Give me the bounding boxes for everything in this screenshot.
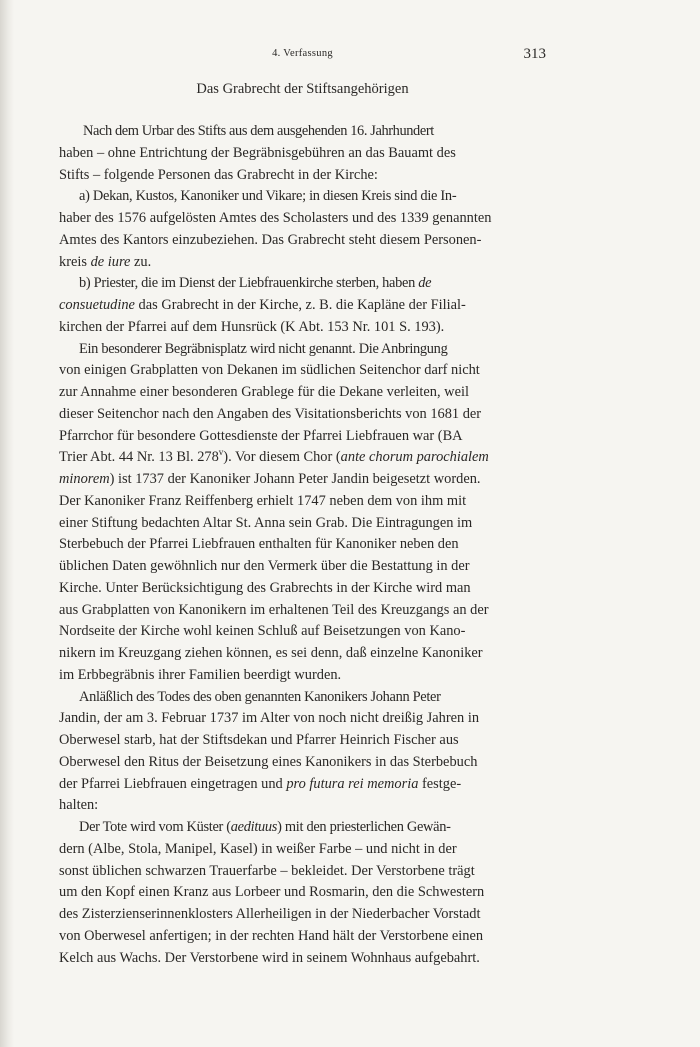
text-line: Jandin, der am 3. Februar 1737 im Alter von noch nicht dreißig Jahren in	[59, 710, 480, 727]
text-line: Kirche. Unter Berücksichtigung des Grabrechts in der Kirche wird man	[59, 579, 471, 596]
text-line: Nordseite der Kirche wohl keinen Schluß auf Beisetzungen von Kano-	[59, 623, 466, 640]
text-line: dieser Seitenchor nach den Angaben des Visitationsberichts von 1681 der	[59, 405, 482, 422]
text-line-mixed	[59, 273, 546, 295]
text-line: Nach dem Urbar des Stifts aus dem ausgehenden 16. Jahrhundert	[83, 123, 434, 139]
text-line-mixed	[59, 295, 546, 317]
page-number: 313	[523, 46, 546, 62]
text-line: dern (Albe, Stola, Manipel, Kasel) in weißer Farbe – und nicht in der	[59, 840, 457, 857]
text-line: Oberwesel den Ritus der Beisetzung eines Kanonikers in das Sterbebuch	[59, 753, 478, 770]
paragraph-jandin	[59, 687, 546, 818]
text-line: haber des 1576 aufgelösten Amtes des Scholasters und des 1339 genannten	[59, 210, 492, 226]
text-run: ) mit den priesterlichen Gewän-	[277, 819, 451, 835]
text-line: haben – ohne Entrichtung der Begräbnisgebühren an das Bauamt des	[59, 144, 456, 161]
paragraph-item-a	[59, 186, 546, 273]
text-line: a) Dekan, Kustos, Kanoniker und Vikare; in diesen Kreis sind die In-	[79, 188, 457, 205]
paragraph-item-b	[59, 273, 546, 338]
latin-phrase: minorem	[59, 471, 110, 487]
text-run: das Grabrecht in der Kirche, z. B. die Kapläne der Filial-	[134, 297, 466, 313]
paragraph-ritus	[59, 817, 546, 969]
running-head	[59, 46, 546, 66]
text-run: kreis	[59, 253, 91, 270]
text-run: festge-	[418, 775, 462, 792]
paragraph-burial-place	[59, 339, 546, 687]
running-title: 4. Verfassung	[272, 48, 333, 59]
text-line: Der Kanoniker Franz Reiffenberg erhielt 1747 neben dem von ihm mit	[59, 492, 467, 509]
text-line: Anläßlich des Todes des oben genannten Kanonikers Johann Peter	[79, 688, 441, 705]
text-line-mixed	[59, 469, 546, 491]
text-line: des Zisterzienserinnenklosters Allerheiligen in der Niederbacher Vorstadt	[59, 906, 481, 922]
text-line: Pfarrchor für besondere Gottesdienste der Pfarrei Liebfrauen war (BA	[59, 427, 463, 444]
latin-phrase: de iure	[90, 253, 131, 270]
text-line: von einigen Grabplatten von Dekanen im südlichen Seitenchor darf nicht	[59, 362, 480, 379]
text-line: um den Kopf einen Kranz aus Lorbeer und Rosmarin, den die Schwestern	[59, 884, 485, 901]
text-line-mixed	[59, 774, 546, 796]
text-line: halten:	[59, 797, 99, 814]
latin-phrase: consuetudine	[59, 297, 135, 313]
text-line: einer Stiftung bedachten Altar St. Anna sein Grab. Die Eintragungen im	[59, 514, 473, 531]
text-line: Oberwesel starb, hat der Stiftsdekan und Pfarrer Heinrich Fischer aus	[59, 732, 459, 748]
text-line: kirchen der Pfarrei auf dem Hunsrück (K Abt. 153 Nr. 101 S. 193).	[59, 318, 445, 335]
text-line: Sterbebuch der Pfarrei Liebfrauen enthalten für Kanoniker neben den	[59, 536, 459, 553]
latin-phrase: pro futura rei memoria	[286, 775, 419, 792]
text-line-mixed	[59, 447, 546, 469]
text-line: üblichen Daten gewöhnlich nur den Vermerk über die Bestattung in der	[59, 558, 470, 574]
text-line: von Oberwesel anfertigen; in der rechten Hand hält der Verstorbene einen	[59, 927, 484, 944]
text-line: Amtes des Kantors einzubeziehen. Das Grabrecht steht diesem Personen-	[59, 231, 482, 248]
text-line: zur Annahme einer besonderen Grablege für die Dekane verleiten, weil	[59, 384, 469, 400]
latin-phrase: de	[418, 275, 432, 292]
text-run: zu.	[130, 253, 152, 270]
text-line: Stifts – folgende Personen das Grabrecht in der Kirche:	[59, 166, 378, 183]
paragraph-intro	[59, 121, 546, 186]
text-line: im Erbbegräbnis ihrer Familien beerdigt wurden.	[59, 666, 342, 683]
text-run: Der Tote wird vom Küster (	[79, 819, 231, 835]
text-line-mixed	[59, 817, 546, 839]
text-line: nikern im Kreuzgang ziehen können, es sei denn, daß einzelne Kanoniker	[59, 645, 483, 661]
verso-mark: v	[218, 447, 224, 458]
text-run: b) Priester, die im Dienst der Liebfrauenkirche sterben, haben	[79, 275, 419, 292]
latin-phrase: ante chorum parochialem	[340, 449, 489, 466]
section-title: Das Grabrecht der Stiftsangehörigen	[196, 81, 409, 97]
text-run: Trier Abt. 44 Nr. 13 Bl. 278	[59, 449, 219, 466]
text-line: aus Grabplatten von Kanonikern im erhaltenen Teil des Kreuzgangs an der	[59, 601, 489, 618]
text-line-mixed	[59, 252, 546, 274]
text-line: Ein besonderer Begräbnisplatz wird nicht genannt. Die Anbringung	[79, 340, 448, 357]
text-line: Kelch aus Wachs. Der Verstorbene wird in seinem Wohnhaus aufgebahrt.	[59, 949, 480, 966]
text-run: der Pfarrei Liebfrauen eingetragen und	[59, 775, 287, 792]
latin-phrase: aedituus	[230, 819, 278, 835]
text-line: sonst üblichen schwarzen Trauerfarbe – bekleidet. Der Verstorbene trägt	[59, 862, 475, 879]
body-text	[59, 121, 546, 969]
text-run: ) ist 1737 der Kanoniker Johann Peter Jandin beigesetzt worden.	[109, 471, 481, 487]
text-run: ). Vor diesem Chor (	[223, 449, 341, 466]
scan-shadow-edge	[0, 0, 14, 1047]
